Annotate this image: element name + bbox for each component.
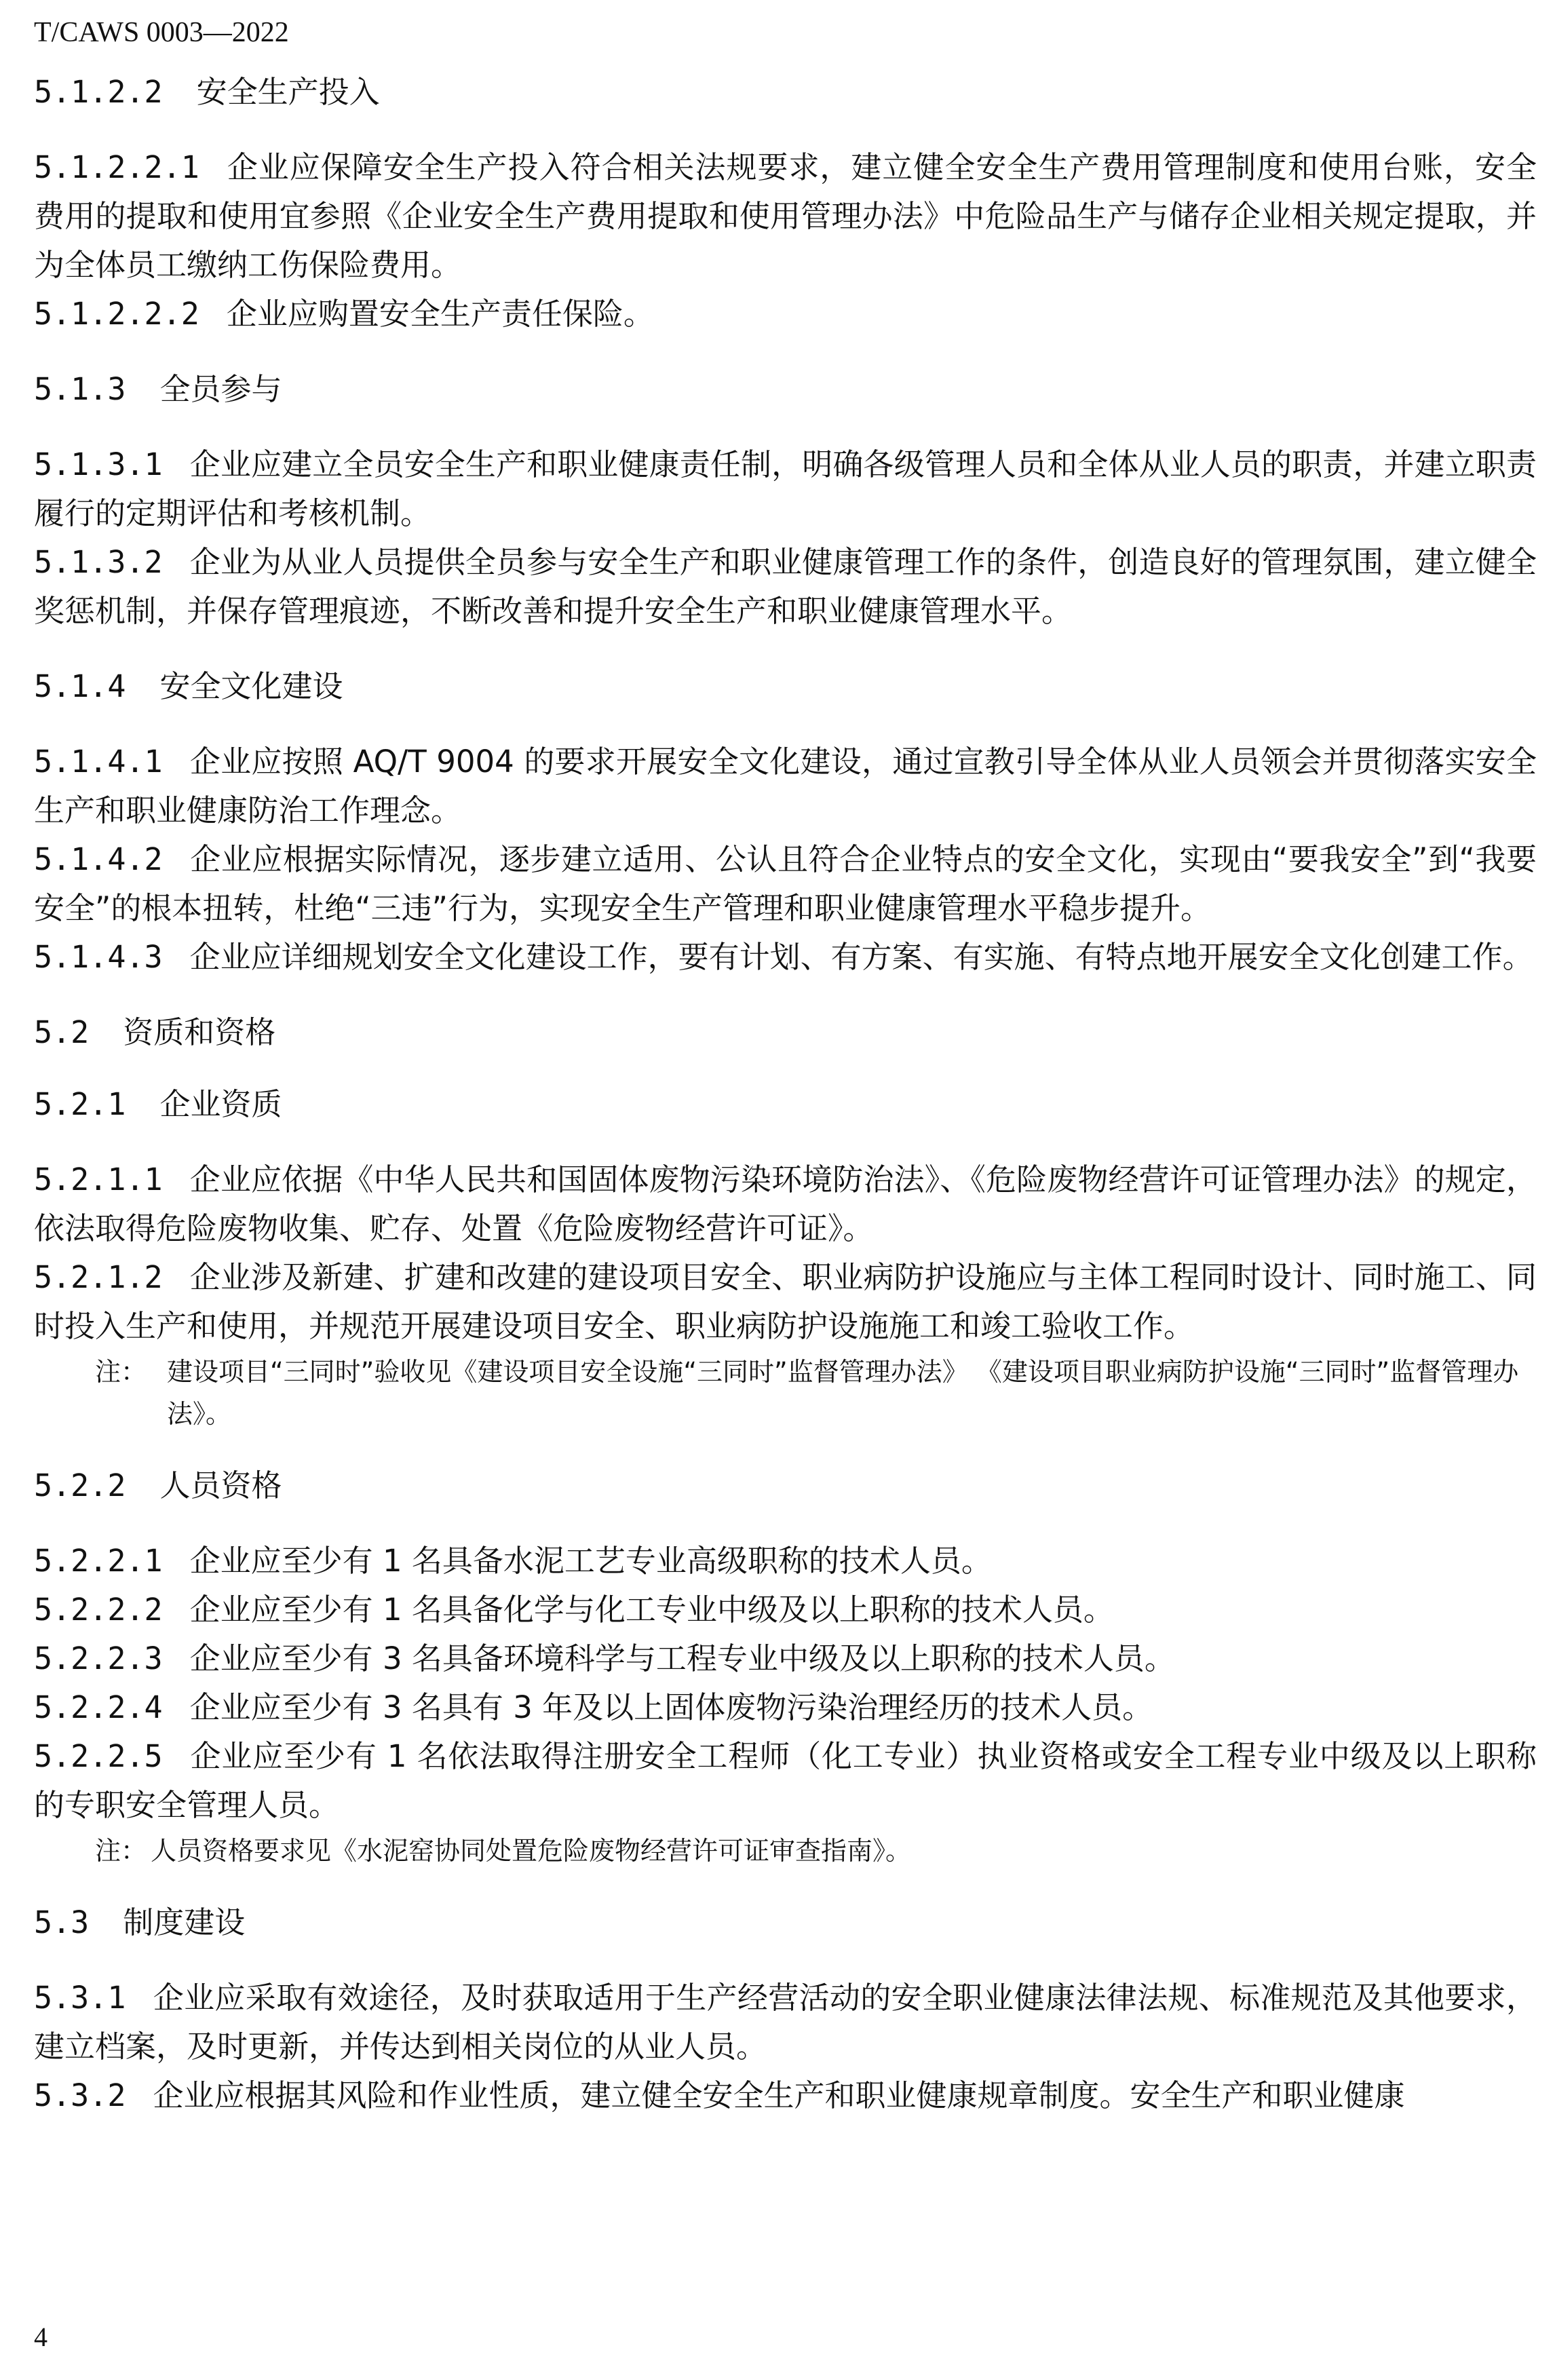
clause-number: 5.1.4.3 xyxy=(34,939,163,975)
section-number: 5.1.4 xyxy=(34,668,126,704)
section-heading-5-1-3 xyxy=(34,368,1537,410)
page-number: 4 xyxy=(34,2322,47,2352)
clause-number: 5.2.2.2 xyxy=(34,1592,163,1628)
page-content xyxy=(34,71,1537,2120)
clause-5-2-1-1 xyxy=(34,1155,1537,1253)
note-label: 注： xyxy=(95,1357,147,1387)
section-title: 人员资格 xyxy=(159,1467,282,1503)
clause-text: 企业应至少有 3 名具有 3 年及以上固体废物污染治理经历的技术人员。 xyxy=(189,1689,1153,1725)
note-text: 人员资格要求见《水泥窑协同处置危险废物经营许可证审查指南》。 xyxy=(151,1836,912,1866)
clause-5-2-2-2 xyxy=(34,1586,1537,1634)
clause-number: 5.2.2.3 xyxy=(34,1640,163,1676)
clause-text: 企业应采取有效途径，及时获取适用于生产经营活动的安全职业健康法律法规、标准规范及其他要求，建立档案，及时更新，并传达到相关岗位的从业人员。 xyxy=(34,1980,1537,2065)
section-number: 5.2.1 xyxy=(34,1086,126,1122)
section-heading-5-1-2-2 xyxy=(34,71,1537,113)
clause-text: 企业应至少有 1 名依法取得注册安全工程师（化工专业）执业资格或安全工程专业中级及以上职称的专职安全管理人员。 xyxy=(34,1738,1537,1823)
section-title: 资质和资格 xyxy=(123,1014,276,1050)
clause-5-1-3-1 xyxy=(34,440,1537,538)
section-title: 企业资质 xyxy=(159,1086,282,1122)
clause-text: 企业应依据《中华人民共和国固体废物污染环境防治法》、《危险废物经营许可证管理办法》的规定，依法取得危险废物收集、贮存、处置《危险废物经营许可证》。 xyxy=(34,1162,1537,1246)
clause-text: 企业应建立全员安全生产和职业健康责任制，明确各级管理人员和全体从业人员的职责，并建立职责履行的定期评估和考核机制。 xyxy=(34,446,1537,531)
clause-number: 5.3.2 xyxy=(34,2077,126,2113)
clause-text: 企业应根据其风险和作业性质，建立健全安全生产和职业健康规章制度。安全生产和职业健康 xyxy=(153,2077,1405,2113)
clause-text: 企业为从业人员提供全员参与安全生产和职业健康管理工作的条件，创造良好的管理氛围，建立健全奖惩机制，并保存管理痕迹，不断改善和提升安全生产和职业健康管理水平。 xyxy=(34,544,1537,629)
note-label: 注： xyxy=(95,1836,147,1866)
clause-text: 企业应根据实际情况，逐步建立适用、公认且符合企业特点的安全文化，实现由“要我安全”到“我要安全”的根本扭转，杜绝“三违”行为，实现安全生产管理和职业健康管理水平稳步提升。 xyxy=(34,841,1537,926)
clause-text: 企业应详细规划安全文化建设工作，要有计划、有方案、有实施、有特点地开展安全文化创建工作。 xyxy=(189,939,1533,975)
section-heading-5-3 xyxy=(34,1902,1537,1944)
section-heading-5-2 xyxy=(34,1012,1537,1054)
section-heading-5-2-2 xyxy=(34,1465,1537,1507)
clause-text: 企业应至少有 1 名具备化学与化工专业中级及以上职称的技术人员。 xyxy=(189,1592,1114,1628)
clause-number: 5.2.2.5 xyxy=(34,1738,163,1774)
clause-5-3-1 xyxy=(34,1974,1537,2071)
note-personnel-requirements xyxy=(95,1830,1537,1872)
clause-number: 5.1.4.2 xyxy=(34,841,163,877)
section-title: 制度建设 xyxy=(123,1904,246,1940)
clause-5-1-4-3 xyxy=(34,933,1537,982)
section-title: 安全文化建设 xyxy=(159,668,343,704)
clause-text: 企业应至少有 1 名具备水泥工艺专业高级职称的技术人员。 xyxy=(189,1543,992,1579)
clause-5-1-3-2 xyxy=(34,538,1537,636)
section-heading-5-1-4 xyxy=(34,666,1537,708)
clause-number: 5.3.1 xyxy=(34,1980,126,2016)
clause-number: 5.1.3.2 xyxy=(34,544,163,580)
note-text: 建设项目“三同时”验收见《建设项目安全设施“三同时”监督管理办法》 《建设项目职业病防护设施“三同时”监督管理办法》。 xyxy=(167,1357,1519,1429)
clause-number: 5.1.3.1 xyxy=(34,446,163,482)
document-code-header: T/CAWS 0003—2022 xyxy=(34,17,289,48)
clause-5-2-2-4 xyxy=(34,1683,1537,1732)
clause-5-2-1-2 xyxy=(34,1253,1537,1351)
clause-number: 5.2.2.4 xyxy=(34,1689,163,1725)
clause-text: 企业涉及新建、扩建和改建的建设项目安全、职业病防护设施应与主体工程同时设计、同时施工、同时投入生产和使用，并规范开展建设项目安全、职业病防护设施施工和竣工验收工作。 xyxy=(34,1259,1537,1344)
section-number: 5.3 xyxy=(34,1904,90,1940)
clause-5-2-2-5 xyxy=(34,1732,1537,1830)
clause-5-2-2-1 xyxy=(34,1537,1537,1586)
clause-number: 5.2.1.2 xyxy=(34,1259,163,1295)
clause-5-1-4-2 xyxy=(34,835,1537,933)
section-number: 5.1.2.2 xyxy=(34,74,163,110)
clause-5-1-2-2-2 xyxy=(34,290,1537,339)
section-number: 5.2.2 xyxy=(34,1467,126,1503)
clause-5-1-2-2-1 xyxy=(34,143,1537,290)
section-number: 5.1.3 xyxy=(34,371,126,407)
clause-text: 企业应购置安全生产责任保险。 xyxy=(226,296,654,332)
clause-text: 企业应至少有 3 名具备环境科学与工程专业中级及以上职称的技术人员。 xyxy=(189,1640,1175,1676)
clause-text: 企业应保障安全生产投入符合相关法规要求，建立健全安全生产费用管理制度和使用台账，安全费用的提取和使用宜参照《企业安全生产费用提取和使用管理办法》中危险品生产与储存企业相关规定提取，并为全体员工缴纳工伤保险费用。 xyxy=(34,149,1537,283)
note-three-simultaneous xyxy=(95,1351,1537,1435)
section-title: 全员参与 xyxy=(159,371,282,407)
clause-text: 企业应按照 AQ/T 9004 的要求开展安全文化建设，通过宣教引导全体从业人员领会并贯彻落实安全生产和职业健康防治工作理念。 xyxy=(34,744,1537,828)
clause-5-3-2 xyxy=(34,2071,1537,2120)
clause-number: 5.1.4.1 xyxy=(34,744,163,780)
clause-number: 5.1.2.2.2 xyxy=(34,296,199,332)
section-heading-5-2-1 xyxy=(34,1083,1537,1126)
section-number: 5.2 xyxy=(34,1014,90,1050)
clause-5-2-2-3 xyxy=(34,1634,1537,1683)
clause-number: 5.2.2.1 xyxy=(34,1543,163,1579)
section-title: 安全生产投入 xyxy=(196,74,380,110)
clause-number: 5.2.1.1 xyxy=(34,1162,163,1197)
clause-5-1-4-1 xyxy=(34,737,1537,835)
clause-number: 5.1.2.2.1 xyxy=(34,149,199,185)
